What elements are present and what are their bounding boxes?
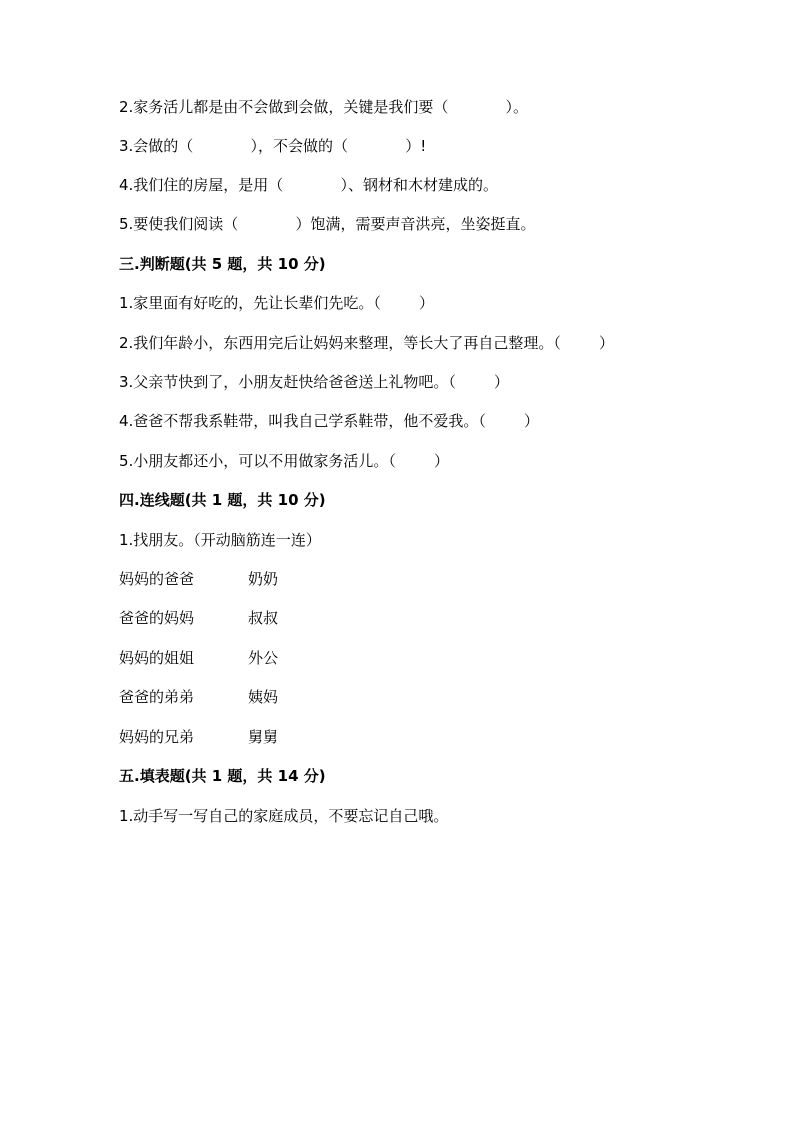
match-question-1: 1.找朋友。（开动脑筋连一连） (119, 531, 321, 549)
judge-question-2: 2.我们年龄小，东西用完后让妈妈来整理，等长大了再自己整理。（ ） (119, 334, 614, 352)
section-5-title: 五.填表题(共 1 题，共 14 分) (119, 767, 326, 785)
match-left-item: 爸爸的妈妈 (119, 609, 195, 627)
table-question-1: 1.动手写一写自己的家庭成员，不要忘记自己哦。 (119, 807, 449, 825)
match-right-item: 奶奶 (248, 570, 279, 588)
fill-question-5: 5.要使我们阅读（ ）饱满，需要声音洪亮，坐姿挺直。 (119, 215, 536, 233)
match-left-item: 妈妈的爸爸 (119, 570, 195, 588)
section-3-title: 三.判断题(共 5 题，共 10 分) (119, 255, 326, 273)
section-4-title: 四.连线题(共 1 题，共 10 分) (119, 491, 326, 509)
fill-question-4: 4.我们住的房屋，是用（ ）、钢材和木材建成的。 (119, 176, 499, 194)
judge-question-4: 4.爸爸不帮我系鞋带，叫我自己学系鞋带，他不爱我。（ ） (119, 412, 539, 430)
match-left-item: 妈妈的兄弟 (119, 728, 195, 746)
match-left-item: 爸爸的弟弟 (119, 688, 195, 706)
judge-question-3: 3.父亲节快到了，小朋友赶快给爸爸送上礼物吧。（ ） (119, 373, 509, 391)
judge-question-1: 1.家里面有好吃的，先让长辈们先吃。（ ） (119, 294, 434, 312)
fill-question-2: 2.家务活儿都是由不会做到会做，关键是我们要（ ）。 (119, 98, 529, 116)
match-right-item: 外公 (248, 649, 279, 667)
fill-question-3: 3.会做的（ ），不会做的（ ）! (119, 137, 427, 155)
match-left-item: 妈妈的姐姐 (119, 649, 195, 667)
judge-question-5: 5.小朋友都还小，可以不用做家务活儿。（ ） (119, 452, 449, 470)
match-right-item: 舅舅 (248, 728, 279, 746)
match-right-item: 叔叔 (248, 609, 279, 627)
match-right-item: 姨妈 (248, 688, 279, 706)
